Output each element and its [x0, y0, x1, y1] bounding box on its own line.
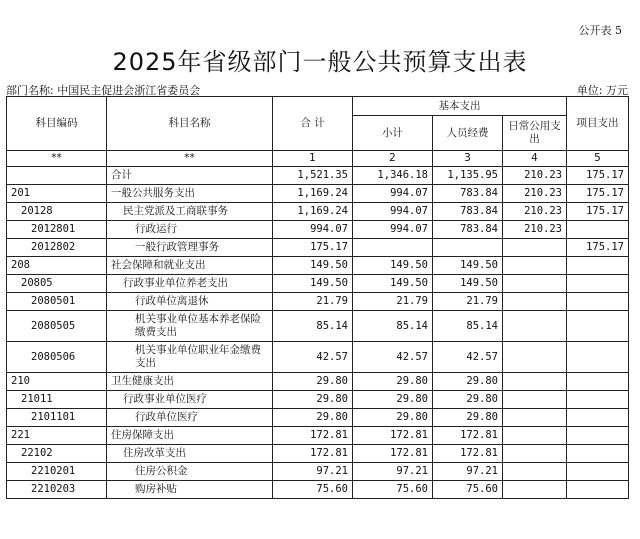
- cell-project: [567, 293, 629, 311]
- header-project: 项目支出: [567, 97, 629, 151]
- cell-total: 85.14: [273, 311, 353, 342]
- cell-total: 175.17: [273, 239, 353, 257]
- cell-project: [567, 481, 629, 499]
- table-row: [7, 445, 629, 463]
- cell-project: 175.17: [567, 239, 629, 257]
- cell-project: [567, 342, 629, 373]
- cell-personnel: 783.84: [433, 185, 503, 203]
- cell-subtotal: 29.80: [353, 373, 433, 391]
- cell-code: 21011: [7, 391, 107, 409]
- table-row: [7, 239, 629, 257]
- cell-subtotal: 149.50: [353, 275, 433, 293]
- cell-project: [567, 373, 629, 391]
- cell-daily: [503, 239, 567, 257]
- cell-code: 2012801: [7, 221, 107, 239]
- cell-daily: [503, 427, 567, 445]
- index-cell: **: [107, 151, 273, 167]
- cell-total: 21.79: [273, 293, 353, 311]
- cell-code: 2210201: [7, 463, 107, 481]
- cell-total: 994.07: [273, 221, 353, 239]
- cell-daily: [503, 293, 567, 311]
- cell-name: 民主党派及工商联事务: [107, 203, 273, 221]
- table-row: [7, 311, 629, 342]
- cell-name: 卫生健康支出: [107, 373, 273, 391]
- cell-name: 社会保障和就业支出: [107, 257, 273, 275]
- cell-subtotal: 85.14: [353, 311, 433, 342]
- cell-code: 20805: [7, 275, 107, 293]
- cell-project: [567, 275, 629, 293]
- cell-name: 机关事业单位职业年金缴费支出: [107, 342, 273, 373]
- cell-project: [567, 427, 629, 445]
- cell-total: 1,521.35: [273, 167, 353, 185]
- cell-total: 42.57: [273, 342, 353, 373]
- table-row: [7, 481, 629, 499]
- header-personnel: 人员经费: [433, 116, 503, 151]
- cell-project: 175.17: [567, 203, 629, 221]
- cell-project: [567, 409, 629, 427]
- cell-daily: [503, 257, 567, 275]
- index-cell: 2: [353, 151, 433, 167]
- cell-daily: [503, 311, 567, 342]
- table-row: [7, 391, 629, 409]
- cell-subtotal: 994.07: [353, 185, 433, 203]
- cell-subtotal: 21.79: [353, 293, 433, 311]
- table-row: [7, 373, 629, 391]
- header-daily: 日常公用支出: [503, 116, 567, 151]
- cell-daily: [503, 481, 567, 499]
- cell-project: [567, 311, 629, 342]
- cell-name: 行政事业单位医疗: [107, 391, 273, 409]
- form-tag: 公开表 5: [578, 24, 622, 37]
- cell-code: 2210203: [7, 481, 107, 499]
- table-row: [7, 427, 629, 445]
- cell-subtotal: 994.07: [353, 221, 433, 239]
- table-row: [7, 342, 629, 373]
- cell-total: 149.50: [273, 275, 353, 293]
- cell-personnel: 29.80: [433, 373, 503, 391]
- cell-daily: [503, 275, 567, 293]
- header-total: 合 计: [273, 97, 353, 151]
- cell-personnel: [433, 239, 503, 257]
- cell-daily: [503, 391, 567, 409]
- cell-project: [567, 463, 629, 481]
- cell-code: 210: [7, 373, 107, 391]
- cell-project: [567, 257, 629, 275]
- cell-code: 20128: [7, 203, 107, 221]
- header-basic: 基本支出: [353, 97, 567, 116]
- cell-daily: [503, 409, 567, 427]
- cell-code: 2012802: [7, 239, 107, 257]
- cell-project: [567, 391, 629, 409]
- budget-table: [6, 96, 629, 499]
- cell-code: 221: [7, 427, 107, 445]
- cell-subtotal: 172.81: [353, 445, 433, 463]
- cell-personnel: 21.79: [433, 293, 503, 311]
- cell-personnel: 783.84: [433, 221, 503, 239]
- cell-total: 172.81: [273, 427, 353, 445]
- cell-total: 29.80: [273, 391, 353, 409]
- cell-code: 2080506: [7, 342, 107, 373]
- cell-daily: 210.23: [503, 203, 567, 221]
- cell-daily: 210.23: [503, 221, 567, 239]
- header-subtotal: 小计: [353, 116, 433, 151]
- cell-code: 22102: [7, 445, 107, 463]
- cell-code: 2101101: [7, 409, 107, 427]
- cell-project: 175.17: [567, 185, 629, 203]
- cell-project: [567, 445, 629, 463]
- cell-personnel: 149.50: [433, 275, 503, 293]
- cell-name: 一般行政管理事务: [107, 239, 273, 257]
- cell-subtotal: 172.81: [353, 427, 433, 445]
- cell-subtotal: [353, 239, 433, 257]
- index-cell: 1: [273, 151, 353, 167]
- table-row: [7, 409, 629, 427]
- table-row: [7, 463, 629, 481]
- index-cell: 3: [433, 151, 503, 167]
- cell-daily: [503, 445, 567, 463]
- cell-name: 住房保障支出: [107, 427, 273, 445]
- cell-personnel: 29.80: [433, 409, 503, 427]
- table-row: [7, 275, 629, 293]
- cell-subtotal: 75.60: [353, 481, 433, 499]
- cell-daily: 210.23: [503, 185, 567, 203]
- cell-total: 29.80: [273, 373, 353, 391]
- unit-label: 单位: 万元: [576, 84, 628, 97]
- table-body: [7, 167, 629, 499]
- page-title: 2025年省级部门一般公共预算支出表: [112, 48, 528, 76]
- cell-personnel: 149.50: [433, 257, 503, 275]
- cell-total: 149.50: [273, 257, 353, 275]
- cell-subtotal: 97.21: [353, 463, 433, 481]
- cell-name: 行政事业单位养老支出: [107, 275, 273, 293]
- cell-subtotal: 29.80: [353, 409, 433, 427]
- cell-subtotal: 42.57: [353, 342, 433, 373]
- table-row: [7, 203, 629, 221]
- header-name: 科目名称: [107, 97, 273, 151]
- cell-code: 201: [7, 185, 107, 203]
- cell-total: 1,169.24: [273, 185, 353, 203]
- cell-total: 1,169.24: [273, 203, 353, 221]
- table-row: [7, 167, 629, 185]
- index-cell: 5: [567, 151, 629, 167]
- cell-code: 2080501: [7, 293, 107, 311]
- department-label: 部门名称: 中国民主促进会浙江省委员会: [6, 84, 201, 97]
- cell-total: 29.80: [273, 409, 353, 427]
- cell-personnel: 172.81: [433, 445, 503, 463]
- cell-code: 208: [7, 257, 107, 275]
- cell-name: 住房改革支出: [107, 445, 273, 463]
- cell-subtotal: 1,346.18: [353, 167, 433, 185]
- cell-name: 行政单位离退休: [107, 293, 273, 311]
- cell-name: 合计: [107, 167, 273, 185]
- cell-personnel: 1,135.95: [433, 167, 503, 185]
- header-code: 科目编码: [7, 97, 107, 151]
- table-row: [7, 185, 629, 203]
- cell-name: 一般公共服务支出: [107, 185, 273, 203]
- cell-code: [7, 167, 107, 185]
- cell-subtotal: 29.80: [353, 391, 433, 409]
- cell-subtotal: 994.07: [353, 203, 433, 221]
- cell-name: 住房公积金: [107, 463, 273, 481]
- cell-name: 行政运行: [107, 221, 273, 239]
- index-cell: 4: [503, 151, 567, 167]
- cell-personnel: 172.81: [433, 427, 503, 445]
- table-row: [7, 293, 629, 311]
- cell-code: 2080505: [7, 311, 107, 342]
- cell-name: 购房补贴: [107, 481, 273, 499]
- cell-daily: 210.23: [503, 167, 567, 185]
- cell-total: 75.60: [273, 481, 353, 499]
- cell-personnel: 75.60: [433, 481, 503, 499]
- cell-personnel: 29.80: [433, 391, 503, 409]
- cell-personnel: 783.84: [433, 203, 503, 221]
- cell-personnel: 85.14: [433, 311, 503, 342]
- cell-total: 172.81: [273, 445, 353, 463]
- cell-personnel: 42.57: [433, 342, 503, 373]
- cell-daily: [503, 342, 567, 373]
- index-cell: **: [7, 151, 107, 167]
- cell-subtotal: 149.50: [353, 257, 433, 275]
- cell-total: 97.21: [273, 463, 353, 481]
- cell-name: 机关事业单位基本养老保险缴费支出: [107, 311, 273, 342]
- table-row: [7, 257, 629, 275]
- cell-name: 行政单位医疗: [107, 409, 273, 427]
- cell-daily: [503, 373, 567, 391]
- table-row: [7, 221, 629, 239]
- cell-daily: [503, 463, 567, 481]
- cell-project: 175.17: [567, 167, 629, 185]
- cell-personnel: 97.21: [433, 463, 503, 481]
- cell-project: [567, 221, 629, 239]
